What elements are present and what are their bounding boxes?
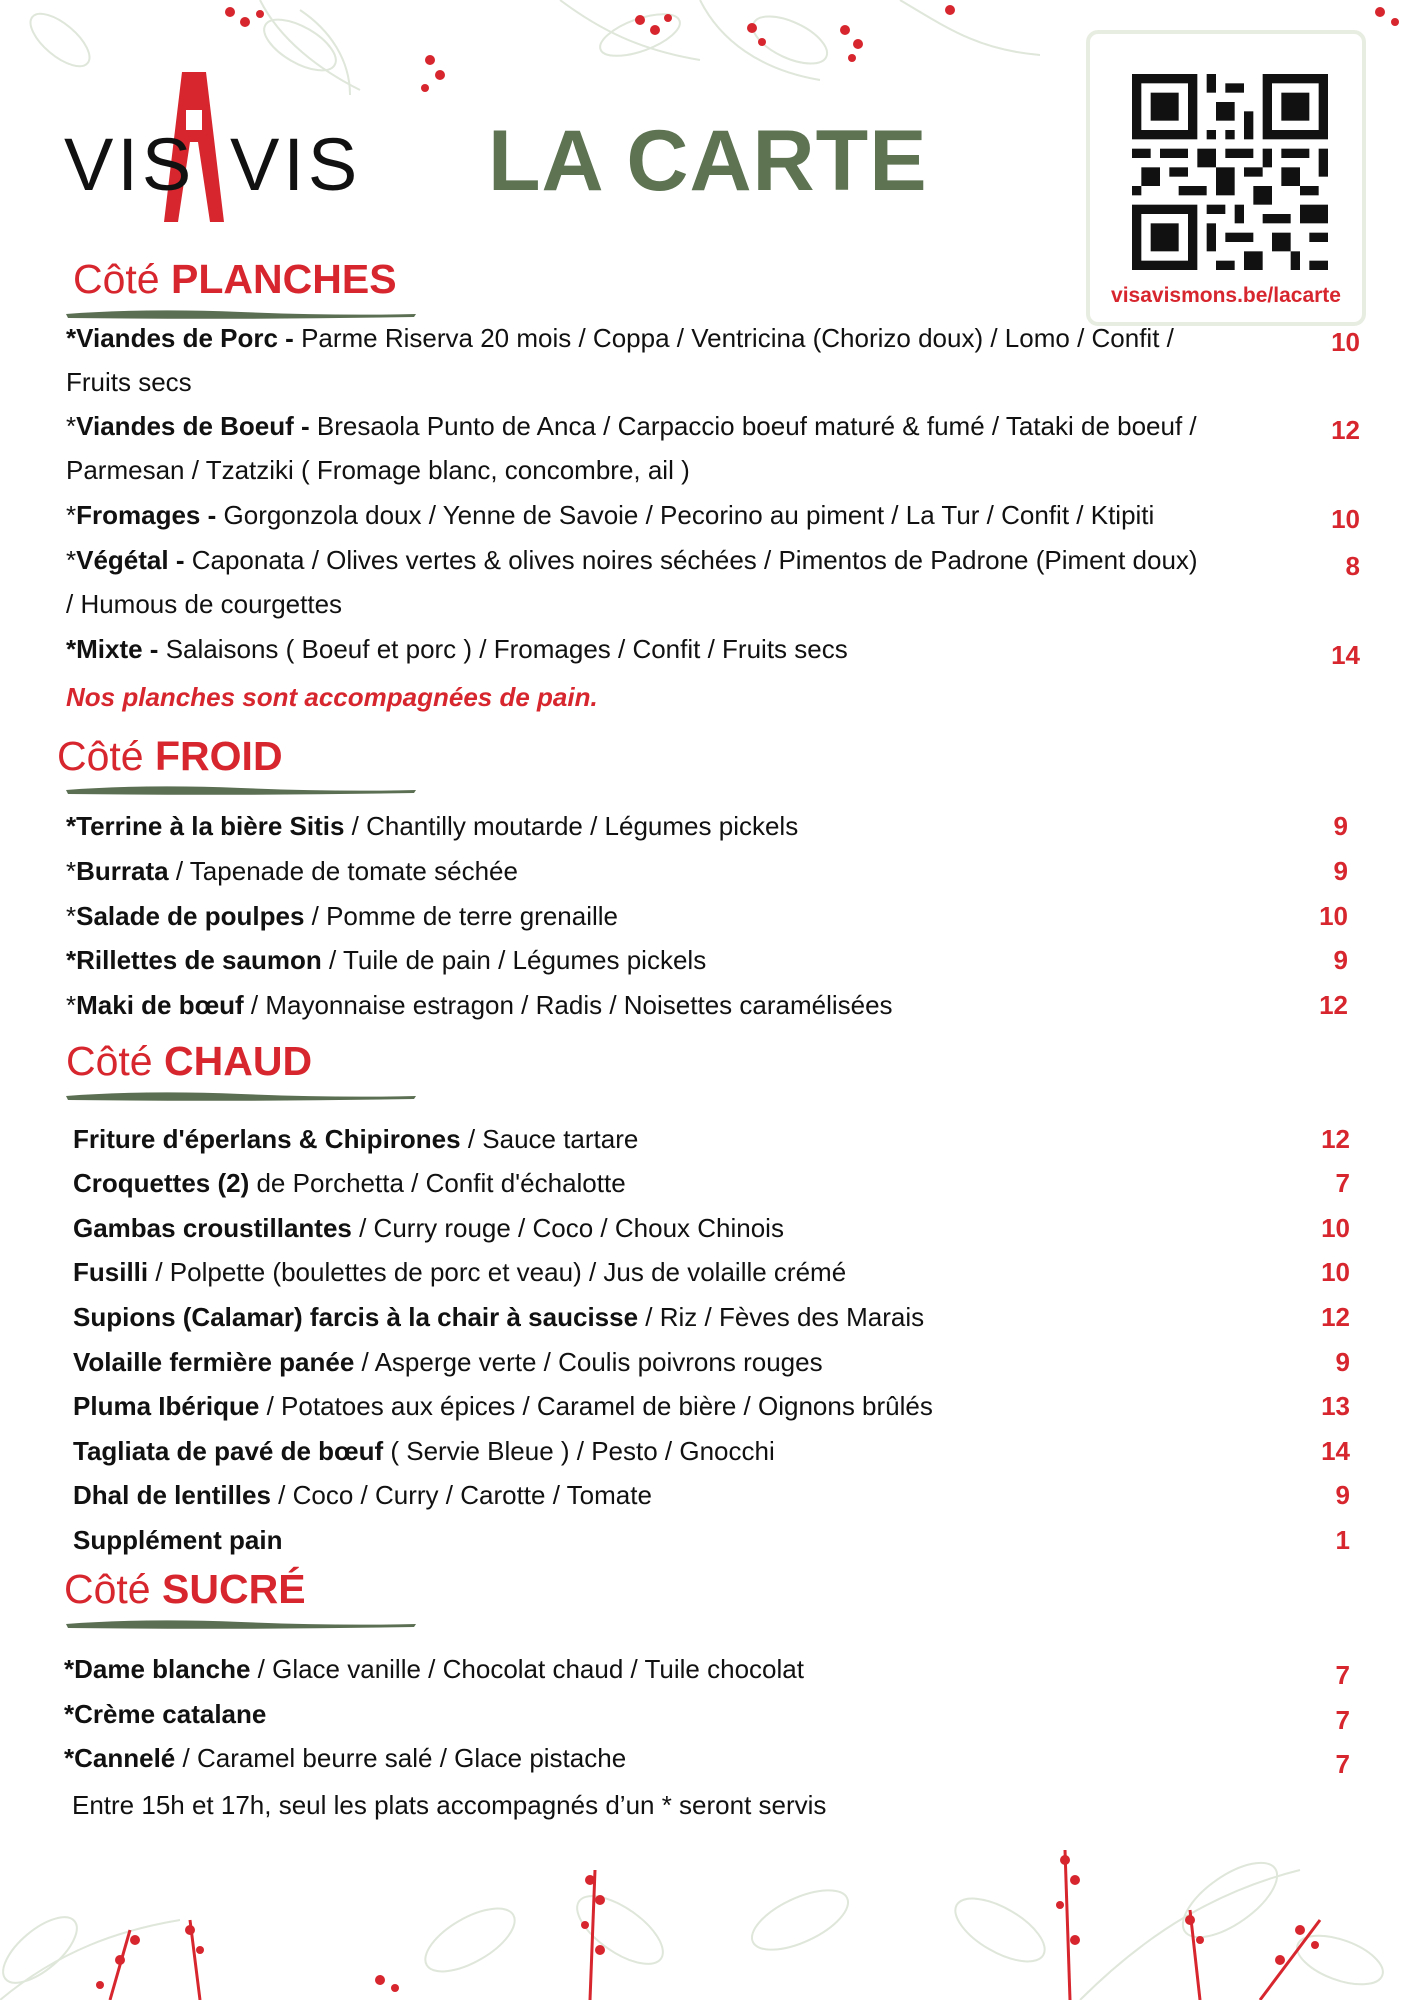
- foliage-decoration-bottom: [0, 1810, 1414, 2000]
- price: 1: [1335, 1525, 1350, 1555]
- svg-text:VIS: VIS: [230, 123, 362, 206]
- price: 14: [1331, 640, 1360, 670]
- visavis-logo: [64, 72, 362, 230]
- price: 10: [1331, 504, 1360, 534]
- price: 7: [1335, 1168, 1350, 1198]
- price: 9: [1335, 1480, 1350, 1510]
- price: 10: [1321, 1213, 1350, 1243]
- price: 12: [1319, 990, 1348, 1020]
- qr-code-card[interactable]: [1086, 30, 1366, 326]
- price: 10: [1331, 327, 1360, 357]
- price: 7: [1335, 1749, 1350, 1779]
- qr-code-icon: [1132, 74, 1328, 270]
- section-heading-froid: Côté FROID: [57, 733, 283, 779]
- brush-underline: [66, 1088, 416, 1102]
- price: 9: [1335, 1347, 1350, 1377]
- section-heading-planches: Côté PLANCHES: [73, 256, 397, 302]
- price: 10: [1321, 1257, 1350, 1287]
- price: 13: [1321, 1391, 1350, 1421]
- price: 7: [1335, 1705, 1350, 1735]
- price: 8: [1345, 551, 1360, 581]
- price: 9: [1333, 945, 1348, 975]
- section-heading-chaud: Côté CHAUD: [66, 1038, 313, 1084]
- price: 7: [1335, 1660, 1350, 1690]
- service-hours-note: Entre 15h et 17h, seul les plats accompagnés d’un * seront servis: [72, 1790, 827, 1820]
- menu-url-link[interactable]: visavismons.be/lacarte: [1111, 284, 1341, 307]
- section-heading-sucre: Côté SUCRÉ: [64, 1566, 306, 1612]
- price: 9: [1333, 856, 1348, 886]
- price: 12: [1331, 415, 1360, 445]
- page-title: LA CARTE: [488, 113, 928, 209]
- brush-underline: [66, 1616, 416, 1630]
- price: 10: [1319, 901, 1348, 931]
- svg-text:VIS: VIS: [64, 123, 196, 206]
- price: 9: [1333, 811, 1348, 841]
- brush-underline: [66, 306, 416, 320]
- planches-note: Nos planches sont accompagnées de pain.: [66, 682, 598, 712]
- brush-underline: [66, 782, 416, 796]
- price: 12: [1321, 1302, 1350, 1332]
- price: 14: [1321, 1436, 1350, 1466]
- price: 12: [1321, 1124, 1350, 1154]
